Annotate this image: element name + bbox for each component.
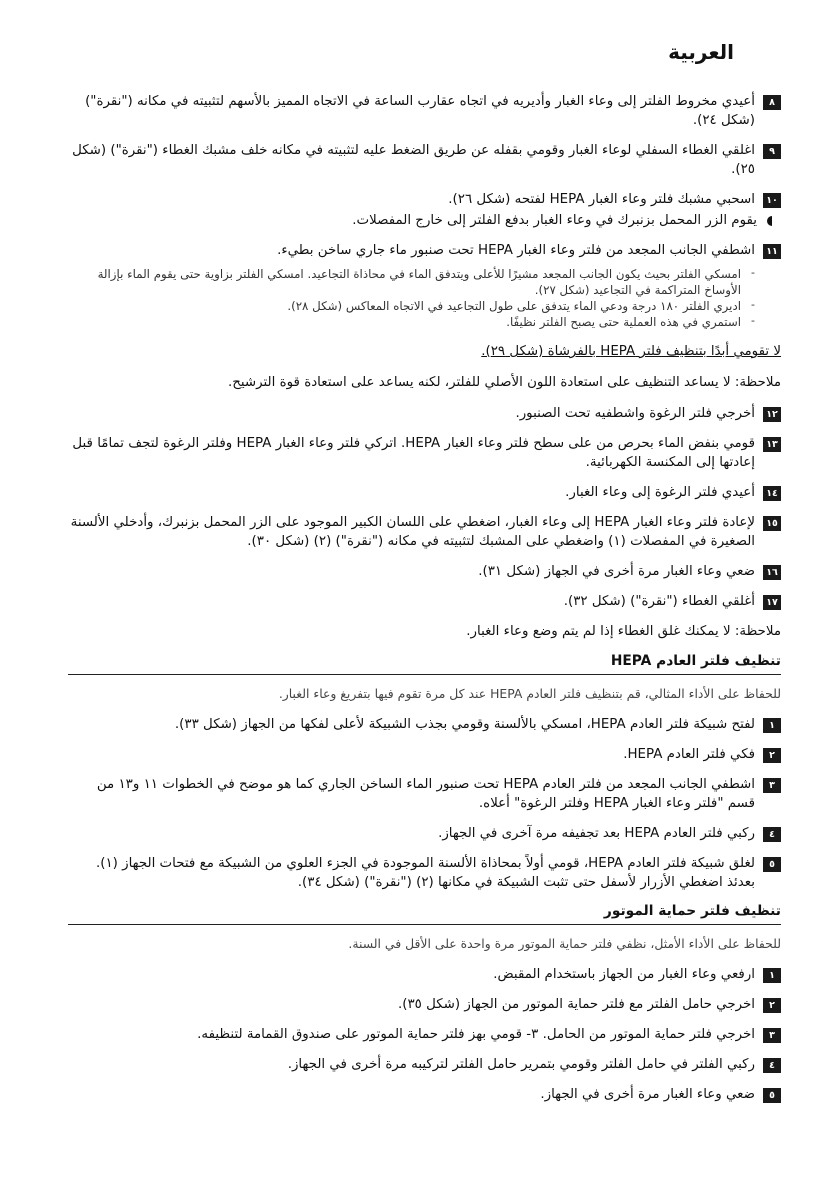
step-number: ١ [763,968,781,983]
dash-text: استمري في هذه العملية حتى يصبح الفلتر نظيفًا. [506,315,741,329]
step-item [68,241,781,260]
step-number: ٣ [763,1028,781,1043]
dash-item [68,298,755,314]
step-text: أعيدي مخروط الفلتر إلى وعاء الغبار وأديريه في اتجاه عقارب الساعة في الاتجاه المميز بالأسهم لتثبيته في مكانه ("نقرة") (شكل ٢٤). [85,94,755,128]
step-number: ٩ [763,144,781,159]
dash-item [68,314,755,330]
step-number: ٤ [763,1058,781,1073]
step-number: ١٦ [763,565,781,580]
step-item [68,92,781,130]
section-heading-exhaust-filter: تنظيف فلتر العادم HEPA [68,653,781,675]
note-1: ملاحظة: لا يساعد التنظيف على استعادة اللون الأصلي للفلتر، لكنه يساعد على استعادة قوة الترشيح. [227,375,781,390]
step-text: أخرجي فلتر الرغوة واشطفيه تحت الصنبور. [515,406,755,421]
step-text: اخرجي فلتر حماية الموتور من الحامل. ٣- قومي بهز فلتر حماية الموتور على صندوق القمامة لتنظيفه. [197,1027,755,1042]
step-item [68,824,781,843]
step-text: اشطفي الجانب المجعد من فلتر العادم HEPA تحت صنبور الماء الساخن الجاري كما هو موضح في الخطوات ١١ و١٣ من قسم "فلتر وعاء الغبار HEPA وفلتر الرغوة" أعلاه. [96,777,755,811]
step-text: ضعي وعاء الغبار مرة أخرى في الجهاز. [540,1087,755,1102]
step-number: ٥ [763,1088,781,1103]
section-intro-motor-filter: للحفاظ على الأداء الأمثل، نظفي فلتر حماية الموتور مرة واحدة على الأقل في السنة. [348,936,781,951]
step-text: ركبي فلتر العادم HEPA بعد تجفيفه مرة آخرى في الجهاز. [438,826,755,841]
steps-block-1 [68,92,781,209]
step-number: ٣ [763,778,781,793]
exhaust-filter-steps [68,715,781,892]
bullet-note [68,211,777,230]
step-number: ١٠ [763,193,781,208]
step-number: ٢ [763,998,781,1013]
bullet-text: يقوم الزر المحمل بزنبرك في وعاء الغبار بدفع الفلتر إلى خارج المفصلات. [352,213,757,228]
step-text: لغلق شبيكة فلتر العادم HEPA، قومي أولاً بمحاذاة الألسنة الموجودة في الجزء العلوي من الشبيكة مع فتحات الجهاز (١). بعدئذ اضغطي الأزرار لأسفل حتى تثبت الشبيكة في مكانها (٢) ("نقرة") (شكل ٣٤). [95,856,755,890]
step-text: اغلقي الغطاء السفلي لوعاء الغبار وقومي بقفله عن طريق الضغط عليه لتثبيته في مكانه خلف مشبك الغطاء ("نقرة") (شكل ٢٥). [72,143,755,177]
step-item [68,513,781,551]
language-title: العربية [668,40,734,64]
bullet-icon [767,216,777,226]
step-text: قومي بنفض الماء بحرص من على سطح فلتر وعاء الغبار HEPA. اتركي فلتر وعاء الغبار HEPA وفلتر الرغوة لتجف تمامًا قبل إعادتها إلى المكنسة الكهربائية. [72,436,755,470]
page-content [68,92,781,1115]
section-intro-exhaust-filter: للحفاظ على الأداء المثالي، قم بتنظيف فلتر العادم HEPA عند كل مرة تقوم فيها بتفريغ وعاء الغبار. [278,686,781,701]
steps-block-2 [68,404,781,611]
step-item [68,854,781,892]
step-item [68,995,781,1014]
step-text: لإعادة فلتر وعاء الغبار HEPA إلى وعاء الغبار، اضغطي على اللسان الكبير الموجود على الزر المحمل بزنبرك، وأدخلي الألسنة الصغيرة في المفصلات (١) واضغطي على المشبك لتثبيته في مكانه ("نقرة") (٢) (شكل ٣٠). [70,515,755,549]
warning-text: لا تقومي أبدًا بتنظيف فلتر HEPA بالفرشاة (شكل ٢٩). [481,344,781,359]
step-number: ٤ [763,827,781,842]
step-item [68,1025,781,1044]
step-number: ١٤ [763,486,781,501]
step-item [68,592,781,611]
step-text: لفتح شبيكة فلتر العادم HEPA، امسكي بالألسنة وقومي بجذب الشبيكة لأعلى لفكها من الجهاز (شكل ٣٣). [174,717,755,732]
step-number: ٨ [763,95,781,110]
step-number: ١٢ [763,407,781,422]
step-item [68,190,781,209]
step-number: ٥ [763,857,781,872]
step-text: اشطفي الجانب المجعد من فلتر وعاء الغبار HEPA تحت صنبور ماء جاري ساخن بطيء. [277,243,755,258]
step-item [68,434,781,472]
motor-filter-steps [68,965,781,1104]
step-number: ١٧ [763,595,781,610]
dash-list [68,266,781,330]
step-item [68,562,781,581]
step-text: أعيدي فلتر الرغوة إلى وعاء الغبار. [565,485,755,500]
dash-mark: - [751,266,755,279]
step-item [68,141,781,179]
step-text: ارفعي وعاء الغبار من الجهاز باستخدام المقبض. [493,967,755,982]
step-number: ١ [763,718,781,733]
step-item [68,1085,781,1104]
step-text: ركبي الفلتر في حامل الفلتر وقومي بتمرير حامل الفلتر لتركيبه مرة أخرى في الجهاز. [287,1057,755,1072]
dash-mark: - [751,298,755,311]
step-number: ١٣ [763,437,781,452]
step-item [68,715,781,734]
step-text: ضعي وعاء الغبار مرة أخرى في الجهاز (شكل ٣١). [478,564,755,579]
step-number: ١٥ [763,516,781,531]
step-text: أغلقي الغطاء ("نقرة") (شكل ٣٢). [563,594,755,609]
note-2: ملاحظة: لا يمكنك غلق الغطاء إذا لم يتم وضع وعاء الغبار. [466,624,781,639]
step-text: اسحبي مشبك فلتر وعاء الغبار HEPA لفتحه (شكل ٢٦). [448,192,755,207]
dash-text: اديري الفلتر ١٨٠ درجة ودعي الماء يتدفق على طول التجاعيد في الاتجاه المعاكس (شكل ٢٨). [287,299,741,313]
step-number: ١١ [763,244,781,259]
step-item [68,745,781,764]
step-item [68,775,781,813]
step-item [68,404,781,423]
step-text: فكي فلتر العادم HEPA. [623,747,755,762]
step-item [68,965,781,984]
step-item [68,1055,781,1074]
step-text: اخرجي حامل الفلتر مع فلتر حماية الموتور من الجهاز (شكل ٣٥). [397,997,755,1012]
dash-item [68,266,755,298]
section-heading-motor-filter: تنظيف فلتر حماية الموتور [68,903,781,925]
step-number: ٢ [763,748,781,763]
step-item [68,483,781,502]
dash-text: امسكي الفلتر بحيث يكون الجانب المجعد مشيرًا للأعلى ويتدفق الماء في محاذاة التجاعيد. امسكي الفلتر بزاوية حتى يقوم الماء بإزالة الأوساخ المتراكمة في التجاعيد (شكل ٢٧). [97,267,741,297]
dash-mark: - [751,314,755,327]
